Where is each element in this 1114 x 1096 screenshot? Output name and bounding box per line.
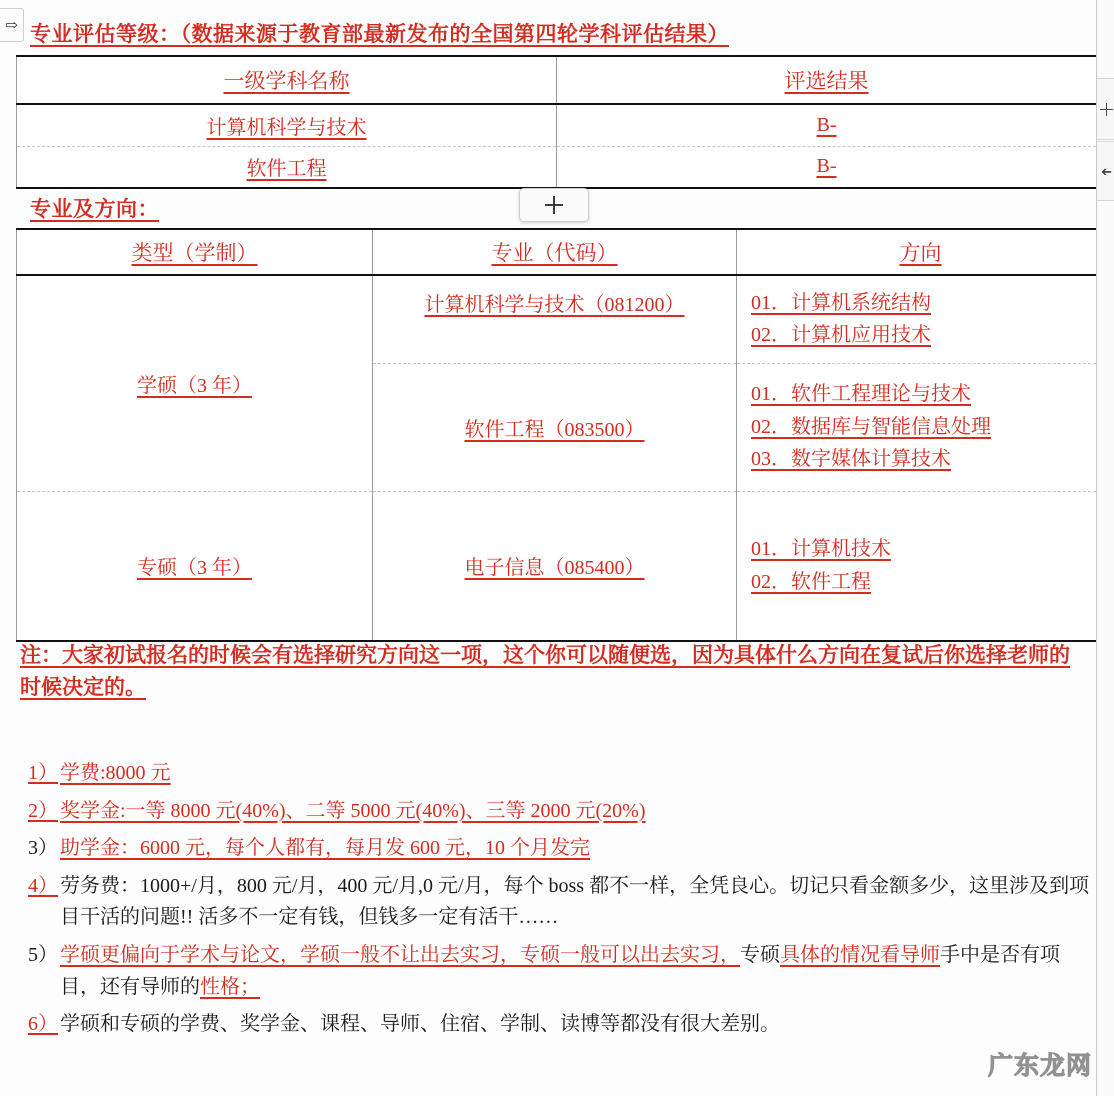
- cell-result: B-: [557, 146, 1097, 188]
- table-row: [17, 491, 1097, 641]
- cell-directions: [737, 491, 1097, 641]
- watermark: 广东龙网: [987, 1051, 1092, 1080]
- cell-directions: [737, 275, 1097, 363]
- list-item-segment: 学硕和专硕的学费、奖学金、课程、导师、住宿、学制、读博等都没有很大差别。: [60, 1013, 780, 1036]
- majors-table: [16, 228, 1097, 642]
- section2-heading: [30, 193, 159, 223]
- note-text: 大家初试报名的时候会有选择研究方向这一项，这个你可以随便选，因为具体什么方向在复试后你选择老师的时候决定的。: [20, 643, 1070, 699]
- table-row: [17, 275, 1097, 363]
- direction-item: 02．数据库与智能信息处理: [751, 415, 991, 438]
- list-item-number: 1）: [28, 762, 58, 784]
- direction-item: 01．计算机技术: [751, 538, 891, 561]
- rail-select-button[interactable]: [1097, 141, 1114, 201]
- cursor-arrow-icon: ➔: [1100, 163, 1112, 179]
- direction-item: 01．计算机系统结构: [751, 291, 931, 314]
- cell-discipline: 计算机科学与技术: [17, 104, 557, 146]
- note-paragraph: [20, 640, 1088, 704]
- assessment-table: [16, 55, 1097, 189]
- list-item: [18, 871, 1090, 934]
- cell-major: 软件工程（083500）: [373, 363, 737, 491]
- direction-item: 02．软件工程: [751, 570, 871, 593]
- column-header-type: 类型（学制）: [17, 229, 373, 275]
- direction-item: 03．数字媒体计算技术: [751, 448, 951, 471]
- list-item: [18, 940, 1090, 1003]
- cell-type: 专硕（3 年）: [17, 491, 373, 641]
- column-header-major: 专业（代码）: [373, 229, 737, 275]
- column-header-result: 评选结果: [557, 56, 1097, 104]
- cell-directions: [737, 363, 1097, 491]
- list-item-body: [60, 1009, 1090, 1041]
- list-item-number: 2）: [28, 799, 58, 822]
- rail-add-button[interactable]: [1097, 78, 1114, 140]
- plus-icon: [545, 196, 563, 214]
- list-item-segment: 劳务费：1000+/月，800 元/月，400 元/月,0 元/月，每个 boss 都不一样，全凭良心。切记只看金额多少，这里涉及到项目干活的问题!! 活多不一定有钱，但钱多一定有活干……: [60, 874, 1090, 929]
- cell-type: 学硕（3 年）: [17, 275, 373, 491]
- list-item: [18, 1009, 1090, 1041]
- arrow-right-glyph: ⇨: [5, 17, 18, 34]
- list-item-segment: 性格；: [200, 975, 260, 998]
- list-item-number: 6）: [28, 1013, 58, 1036]
- arrow-right-icon[interactable]: [0, 8, 24, 42]
- list-item-body: [60, 940, 1090, 1003]
- table-row: [17, 146, 1097, 188]
- cell-major: 计算机科学与技术（081200）: [373, 275, 737, 363]
- note-prefix: 注：: [20, 643, 62, 667]
- list-item-number: 4）: [28, 874, 58, 897]
- list-item-segment: 具体的情况看导师: [780, 943, 940, 966]
- right-toolbar: [1096, 0, 1114, 1096]
- list-item-segment: 学硕更偏向于学术与论文，学硕一般不让出去实习，专硕一般可以出去实习，: [60, 943, 740, 966]
- list-item-segment: 助学金：6000 元，每个人都有，每月发 600 元，10 个月发完: [60, 837, 590, 860]
- list-item-segment: 专硕: [740, 943, 780, 966]
- list-item-number: 3）: [28, 837, 58, 860]
- column-header-discipline: 一级学科名称: [17, 56, 557, 104]
- numbered-list: [18, 758, 1090, 1047]
- direction-item: 01．软件工程理论与技术: [751, 383, 971, 406]
- plus-icon: [1100, 103, 1113, 116]
- table-header-row: [17, 229, 1097, 275]
- section1-heading: [30, 18, 729, 48]
- list-item: [18, 796, 1090, 828]
- add-row-button[interactable]: [519, 188, 589, 222]
- list-item-number: 5）: [28, 943, 58, 966]
- list-item: [18, 833, 1090, 865]
- list-item-segment: 奖学金:一等 8000 元(40%)、二等 5000 元(40%)、三等 2000 元(20%): [60, 799, 646, 822]
- cell-major: 电子信息（085400）: [373, 491, 737, 641]
- table-row: [17, 104, 1097, 146]
- cell-result: B-: [557, 104, 1097, 146]
- section2-heading-label: 专业及方向：: [30, 197, 159, 221]
- table-header-row: [17, 56, 1097, 104]
- list-item-body: [60, 796, 1090, 828]
- list-item-segment: 手中是否有项目，还有导师的: [60, 943, 1060, 998]
- cell-discipline: 软件工程: [17, 146, 557, 188]
- column-header-direction: 方向: [737, 229, 1097, 275]
- list-item-body: [60, 871, 1090, 934]
- direction-item: 02．计算机应用技术: [751, 324, 931, 347]
- section1-heading-paren: （数据来源于教育部最新发布的全国第四轮学科评估结果）: [180, 22, 729, 46]
- list-item: [18, 758, 1090, 790]
- list-item-body: [60, 758, 1090, 790]
- list-item-segment: 学费:8000 元: [60, 762, 171, 784]
- section1-heading-label: 专业评估等级：: [30, 22, 181, 46]
- list-item-body: [60, 833, 1090, 865]
